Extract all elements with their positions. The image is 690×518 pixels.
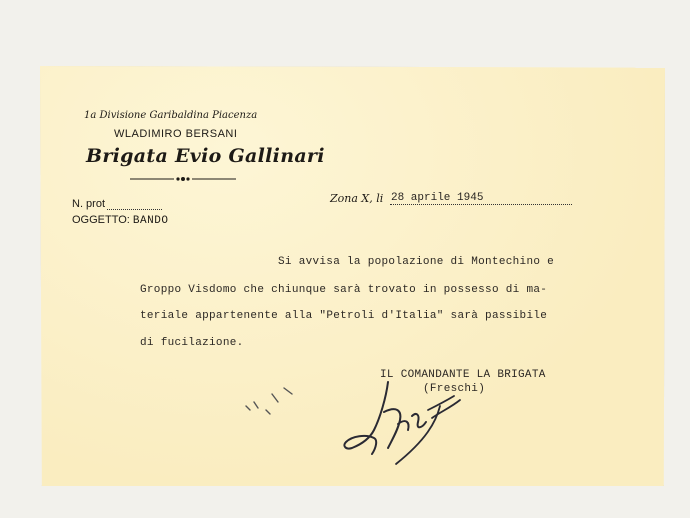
subject-value: BANDO xyxy=(132,215,169,227)
signatory-title: IL COMANDANTE LA BRIGATA xyxy=(380,369,546,381)
commander-heading: WLADIMIRO BERSANI xyxy=(114,128,238,140)
date-underline xyxy=(390,204,572,205)
protocol-field xyxy=(72,198,162,210)
protocol-blank-line xyxy=(107,201,162,210)
protocol-label: N. prot xyxy=(72,198,106,210)
body-line-3: teriale appartenente alla "Petroli d'Italia" sarà passibile xyxy=(140,310,548,322)
handwritten-signature xyxy=(336,378,476,468)
body-line-4: di fucilazione. xyxy=(140,337,244,349)
ink-marks xyxy=(240,380,310,420)
place-label: Zona X, li xyxy=(330,192,384,205)
subject-label: OGGETTO: xyxy=(72,214,130,226)
header-ornament xyxy=(130,175,236,183)
signatory-name: (Freschi) xyxy=(423,383,486,395)
subject-field xyxy=(72,214,168,227)
division-heading: 1a Divisione Garibaldina Piacenza xyxy=(84,110,258,121)
body-line-1: Si avvisa la popolazione di Montechino e xyxy=(278,256,555,268)
body-line-2: Groppo Visdomo che chiunque sarà trovato in possesso di ma- xyxy=(140,284,548,296)
date-value: 28 aprile 1945 xyxy=(391,192,484,204)
brigade-heading: Brigata Evio Gallinari xyxy=(86,145,325,167)
